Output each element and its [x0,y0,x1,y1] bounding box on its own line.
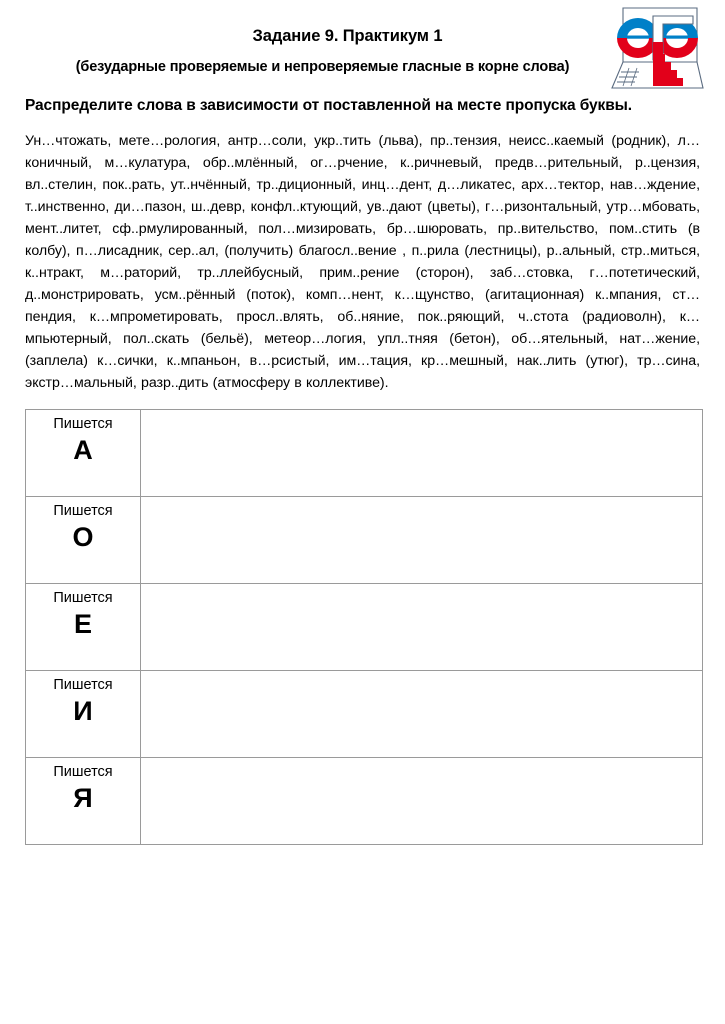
answer-field-i[interactable] [141,670,703,757]
answer-field-o[interactable] [141,496,703,583]
row-label-e [26,583,141,670]
row-label-i [26,670,141,757]
row-label-word: Пишется [53,502,113,519]
row-label-word: Пишется [53,415,113,432]
row-label-o [26,496,141,583]
page-title: Задание 9. Практикум 1 [252,27,443,45]
answer-table-body [26,409,703,844]
page-subtitle: (безударные проверяемые и непроверяемые гласные в корне слова) [75,58,570,75]
ege-logo [609,2,705,102]
table-row [26,409,703,496]
task-instruction: Распределите слова в зависимости от поставленной на месте пропуска буквы. [25,96,632,114]
row-label-letter: Я [73,783,93,814]
row-label-word: Пишется [53,763,113,780]
answer-table [25,409,703,845]
answer-field-ya[interactable] [141,757,703,844]
table-row [26,757,703,844]
row-label-letter: Е [73,609,92,640]
row-label-letter: А [73,435,93,466]
row-label-word: Пишется [53,589,113,606]
row-label-a [26,409,141,496]
answer-field-a[interactable] [141,409,703,496]
table-row [26,583,703,670]
document-header [25,0,700,78]
answer-field-e[interactable] [141,583,703,670]
row-label-letter: И [73,696,93,727]
row-label-ya [26,757,141,844]
row-label-word: Пишется [53,676,113,693]
table-row [26,670,703,757]
row-label-letter: О [72,522,94,553]
word-list: Ун…чтожать, мете…рология, антр…соли, укр..тить (льва), пр..тензия, неисс..каемый (родник), л…коничный, м…кулатура, обр..млённый, ог…рчение, к..ричневый, предв…рительный, р..цензия, вл..стелин, пок..рать, ут..нчённый, тр..диционный, инц…дент, д…ликатес, арх…тектор, нав…ждение, т..инственно, ди…пазон, ш..девр, конфл..ктующий, ув..дают (цветы), г…ризонтальный, утр…мбовать, мент..литет, сф..рмулированный, пол…мизировать, бр…шюровать, пр..вительство, пом..стить (в колбу), п…лисадник, сер..ал, (получить) благосл..вение , п..рила (лестницы), р..альный, стр..миться, к..нтракт, м…раторий, тр..ллейбусный, прим..рение (сторон), заб…стовка, г…потетический, д..монстрировать, усм..рённый (поток), комп…нент, к…щунство, (агитационная) к..мпания, ст…пендия, к…мпрометировать, просл..влять, об..няние, пок..ряющий, ч..стота (радиоволн), к…мпьютерный, пол..скать (бельё), метеор…логия, упл..тняя (бетон), об…ятельный, нат…жение, (заплела) к…сички, к..мпаньон, в…рсистый, им…тация, кр…мешный, нак..лить (утюг), тр…сина, экстр…мальный, разр..дить (атмосферу в коллективе). [25,133,700,391]
table-row [26,496,703,583]
